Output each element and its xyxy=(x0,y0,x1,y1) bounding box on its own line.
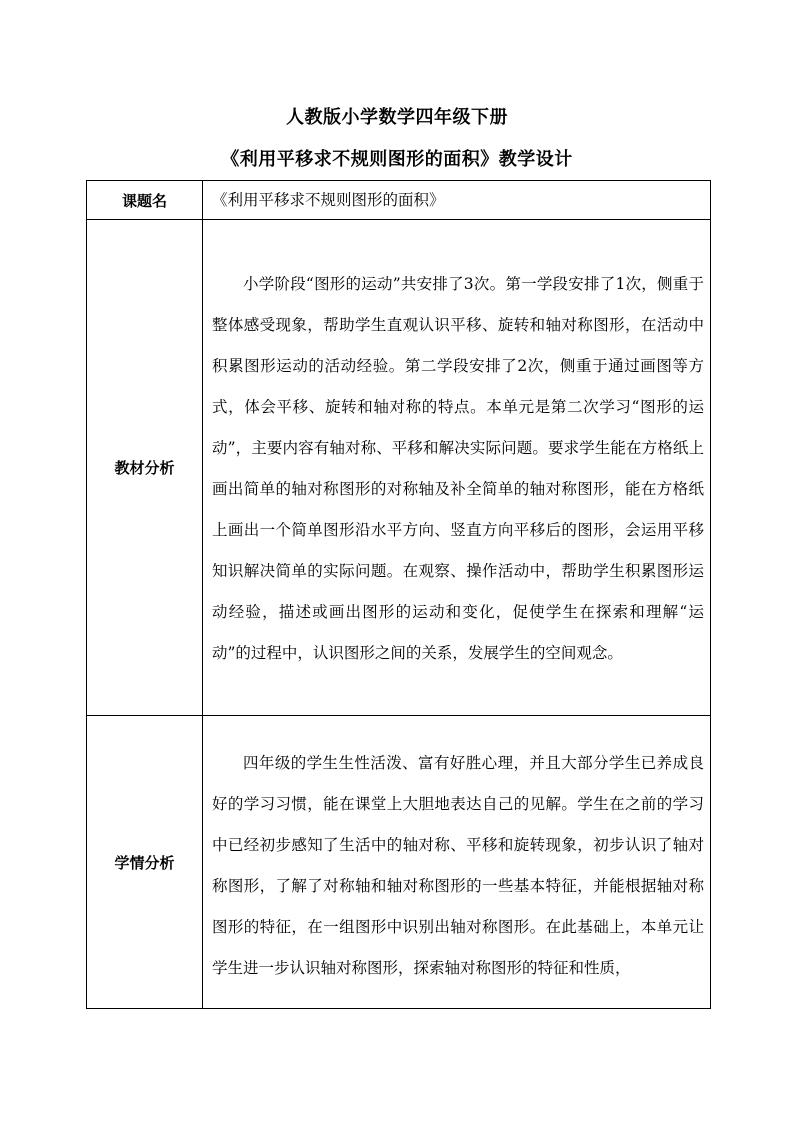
topic-text: 《利用平移求不规则图形的面积》 xyxy=(212,191,445,209)
document-title: 人教版小学数学四年级下册 xyxy=(286,107,508,128)
row-label-material-analysis: 教材分析 xyxy=(87,220,203,716)
row-label-topic: 课题名 xyxy=(87,181,203,220)
row-label-student-analysis: 学情分析 xyxy=(87,716,203,1009)
document-subtitle: 《利用平移求不规则图形的面积》教学设计 xyxy=(221,149,573,170)
row-content-student-analysis xyxy=(203,716,711,1009)
row-content-topic xyxy=(203,181,711,220)
table-row xyxy=(87,181,711,220)
student-analysis-text: 四年级的学生生性活泼、富有好胜心理，并且大部分学生已养成良好的学习习惯，能在课堂上大胆地表达自己的见解。学生在之前的学习中已经初步感知了生活中的轴对称、平移和旋转现象，初步认识了轴对称图形，了解了对称轴和轴对称图形的一些基本特征，并能根据轴对称图形的特征，在一组图形中识别出轴对称图形。在此基础上，本单元让学生进一步认识轴对称图形，探索轴对称图形的特征和性质， xyxy=(212,754,704,977)
material-analysis-text: 小学阶段“图形的运动”共安排了3次。第一学段安排了1次，侧重于整体感受现象，帮助学生直观认识平移、旋转和轴对称图形，在活动中积累图形运动的活动经验。第二学段安排了2次，侧重于通过画图等方式，体会平移、旋转和轴对称的特点。本单元是第二次学习“图形的运动”，主要内容有轴对称、平移和解决实际问题。要求学生能在方格纸上画出简单的轴对称图形的对称轴及补全简单的轴对称图形，能在方格纸上画出一个简单图形沿水平方向、竖直方向平移后的图形，会运用平移知识解决简单的实际问题。在观察、操作活动中，帮助学生积累图形运动经验，描述或画出图形的运动和变化，促使学生在探索和理解“运动”的过程中，认识图形之间的关系，发展学生的空间观念。 xyxy=(212,275,704,662)
row-content-material-analysis xyxy=(203,220,711,716)
lesson-design-table xyxy=(86,180,711,1009)
table-row xyxy=(87,716,711,1009)
table-row xyxy=(87,220,711,716)
